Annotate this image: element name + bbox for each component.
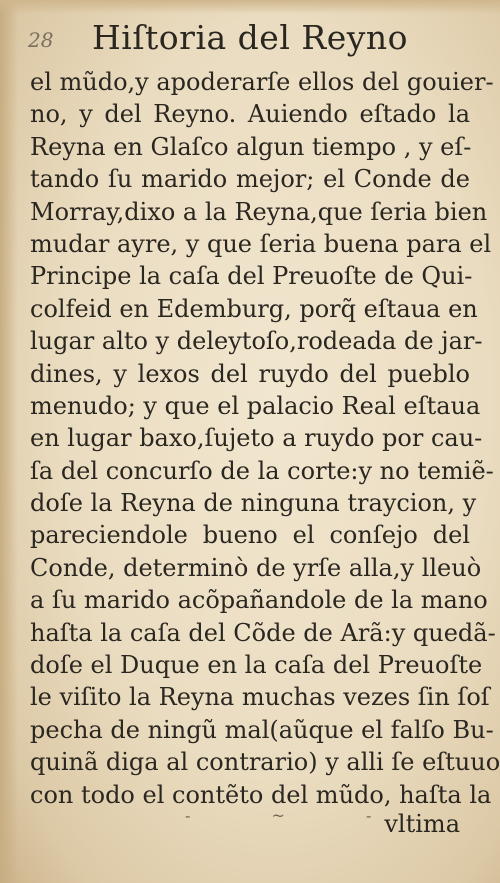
text-line: quinã diga al contrario) y alli ſe eſtuuo (30, 748, 500, 777)
text-line: tando ſu marido mejor; el Conde de (30, 165, 470, 194)
page-top-shadow (0, 0, 500, 14)
text-line: Reyna en Glaſco algun tiempo , y eſ- (30, 132, 472, 161)
stray-ink-marks: - ~ - (185, 806, 410, 825)
text-line: Conde, determinò de yrſe alla,y lleuò (30, 553, 482, 582)
text-line: a ſu marido acõpañandole de la mano (30, 586, 488, 615)
page-number: 28 (28, 28, 54, 52)
text-line: pareciendole bueno el conſejo del (30, 521, 470, 550)
page-edge-shadow (0, 0, 18, 883)
text-line: el mũdo,y apoderarſe ellos del gouier- (30, 68, 494, 96)
text-line: ſa del concurſo de la corte:y no temiẽ- (30, 456, 494, 485)
text-line: doſe el Duque en la caſa del Preuoſte (30, 651, 483, 680)
text-line: menudo; y que el palacio Real eſtaua (30, 391, 481, 420)
body-text (30, 66, 500, 811)
text-line: pecha de ningũ mal(aũque el falſo Bu- (30, 715, 494, 744)
text-line: mudar ayre, y que ſeria buena para el (30, 229, 492, 258)
text-line: Principe la caſa del Preuoſte de Qui- (30, 262, 473, 291)
catchword: vltima (384, 810, 460, 838)
running-head: Hiſtoria del Reyno (92, 18, 409, 57)
text-line: Morray,dixo a la Reyna,que ſeria bien (30, 197, 488, 226)
text-line: dines, y lexos del ruydo del pueblo (30, 359, 470, 388)
text-line: en lugar baxo,ſujeto a ruydo por cau- (30, 424, 483, 453)
text-line: le viſito la Reyna muchas vezes ſin ſoſ (30, 683, 490, 712)
text-line: haſta la caſa del Cõde de Arã:y quedã- (30, 618, 496, 647)
text-line: lugar alto y deleytoſo,rodeada de jar- (30, 327, 483, 356)
text-line: doſe la Reyna de ninguna traycion, y (30, 489, 477, 518)
text-line: no, y del Reyno. Auiendo eſtado la (30, 100, 470, 129)
text-line: con todo el contẽto del mũdo, haſta la (30, 780, 492, 809)
text-line: colfeid en Edemburg, porq̃ eſtaua en (30, 294, 478, 323)
